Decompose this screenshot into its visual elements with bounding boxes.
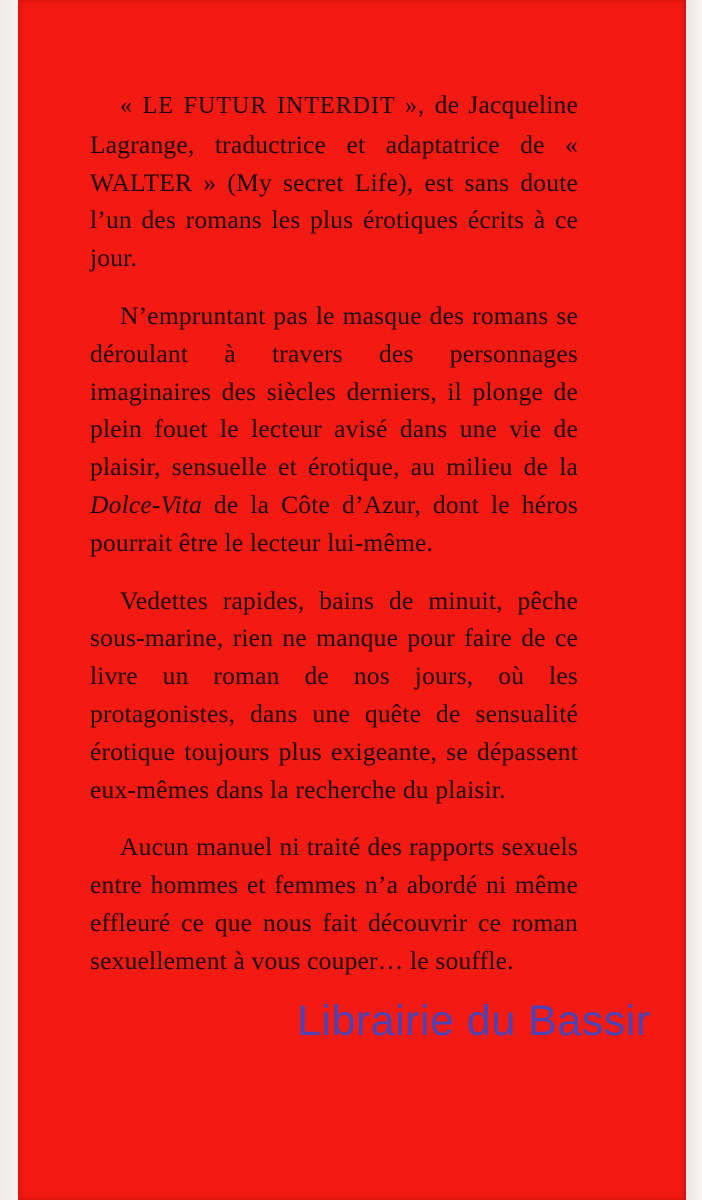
book-title-mention: « LE FUTUR INTERDIT »,	[120, 93, 435, 119]
paragraph-text: Vedettes rapides, bains de minuit, pêche sous-marine, rien ne manque pour faire de ce livre un roman de nos jours, où les protagonistes, dans une quête de sensualité érotique toujours plus exigeante, se dépassent eux-mêmes dans la recherche du plaisir.	[90, 585, 578, 804]
blurb-paragraph-1	[90, 86, 578, 277]
blurb-paragraph-2	[90, 297, 578, 562]
paragraph-text: N’empruntant pas le masque des romans se déroulant à travers des personnages imaginaires des siècles derniers, il plonge de plein fouet le lecteur avisé dans une vie de plaisir, sensuelle et érotique, au milieu de la	[90, 300, 578, 482]
italic-phrase: Dolce-Vita	[90, 489, 202, 519]
paragraph-text: Aucun manuel ni traité des rapports sexuels entre hommes et femmes n’a abordé ni même effleuré ce que nous fait découvrir ce roman sexuellement à vous couper… le souffle.	[90, 832, 578, 975]
paragraph-text: de Jacqueline Lagrange, traductrice et adaptatrice de « WALTER » (My secret Life), est sans doute l’un des romans les plus érotiques écrits à ce jour.	[90, 90, 578, 273]
blurb-text	[90, 86, 578, 1000]
paragraph-text: de la Côte d’Azur, dont le héros pourrait être le lecteur lui-même.	[90, 489, 578, 557]
blurb-paragraph-4	[90, 828, 578, 979]
blurb-paragraph-3	[90, 582, 578, 809]
seller-watermark: Librairie du Bassir	[297, 997, 651, 1045]
page-edge-left	[0, 0, 20, 1200]
